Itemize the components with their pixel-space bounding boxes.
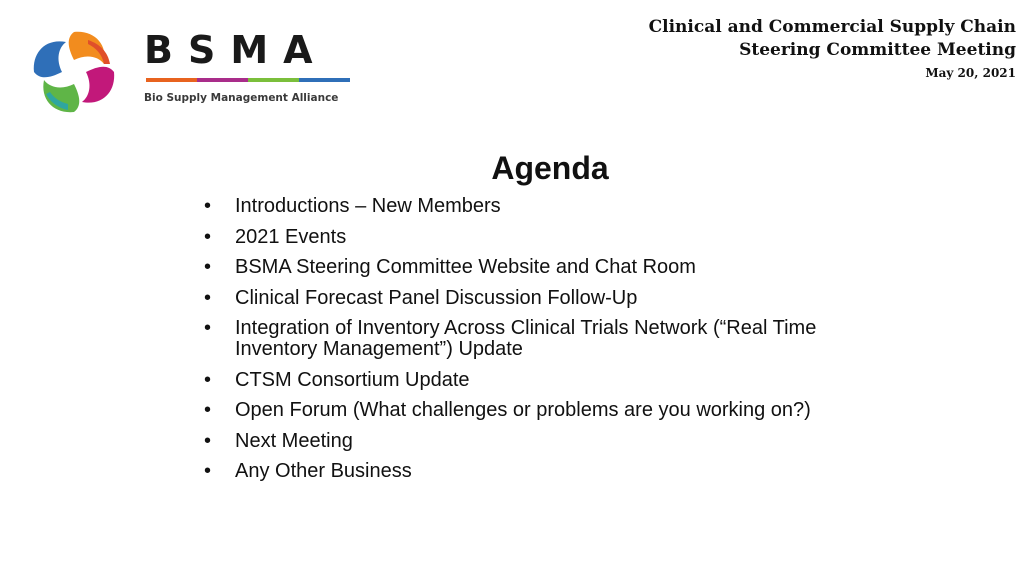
agenda-list — [204, 196, 894, 492]
brand-tagline: Bio Supply Management Alliance — [144, 92, 339, 104]
agenda-item-text: Next Meeting — [235, 429, 353, 452]
bullet: • — [204, 460, 212, 482]
bullet: • — [204, 256, 212, 278]
logo-mark — [28, 26, 120, 118]
agenda-item-text: Open Forum (What challenges or problems are you working on?) — [235, 399, 811, 421]
bsma-logo-icon — [28, 26, 120, 118]
bullet: • — [204, 429, 212, 452]
bullet: • — [204, 286, 212, 309]
brand-color-stripe — [146, 78, 350, 82]
agenda-item — [204, 370, 894, 391]
agenda-item — [204, 431, 894, 452]
agenda-item — [204, 288, 894, 309]
agenda-item-text: Any Other Business — [235, 460, 412, 482]
agenda-item — [204, 227, 894, 248]
stripe-orange — [146, 78, 197, 82]
bullet: • — [204, 368, 212, 391]
brand-wordmark: BSMA — [144, 28, 328, 72]
agenda-item-text: Clinical Forecast Panel Discussion Follow-Up — [235, 286, 638, 309]
agenda-item-text: 2021 Events — [235, 225, 347, 248]
bullet: • — [204, 195, 212, 217]
meeting-date: May 20, 2021 — [925, 66, 1016, 80]
bullet: • — [204, 399, 212, 421]
bullet: • — [204, 317, 212, 339]
stripe-blue — [299, 78, 350, 82]
agenda-item — [204, 400, 894, 421]
agenda-item — [204, 196, 894, 217]
agenda-title: Agenda — [491, 150, 609, 186]
meeting-title-line2: Steering Committee Meeting — [739, 40, 1016, 60]
agenda-item-text: CTSM Consortium Update — [235, 368, 470, 391]
agenda-item — [204, 318, 894, 360]
stripe-green — [248, 78, 299, 82]
meeting-title-line1: Clinical and Commercial Supply Chain — [648, 17, 1016, 37]
agenda-item — [204, 461, 894, 482]
agenda-item-text: Integration of Inventory Across Clinical Trials Network (“Real Time Inventory Management”) Update — [235, 317, 817, 360]
stripe-magenta — [197, 78, 248, 82]
agenda-item-text: BSMA Steering Committee Website and Chat Room — [235, 256, 696, 278]
agenda-item — [204, 257, 894, 278]
meeting-header — [649, 16, 1016, 81]
bullet: • — [204, 225, 212, 248]
agenda-item-text: Introductions – New Members — [235, 195, 501, 217]
